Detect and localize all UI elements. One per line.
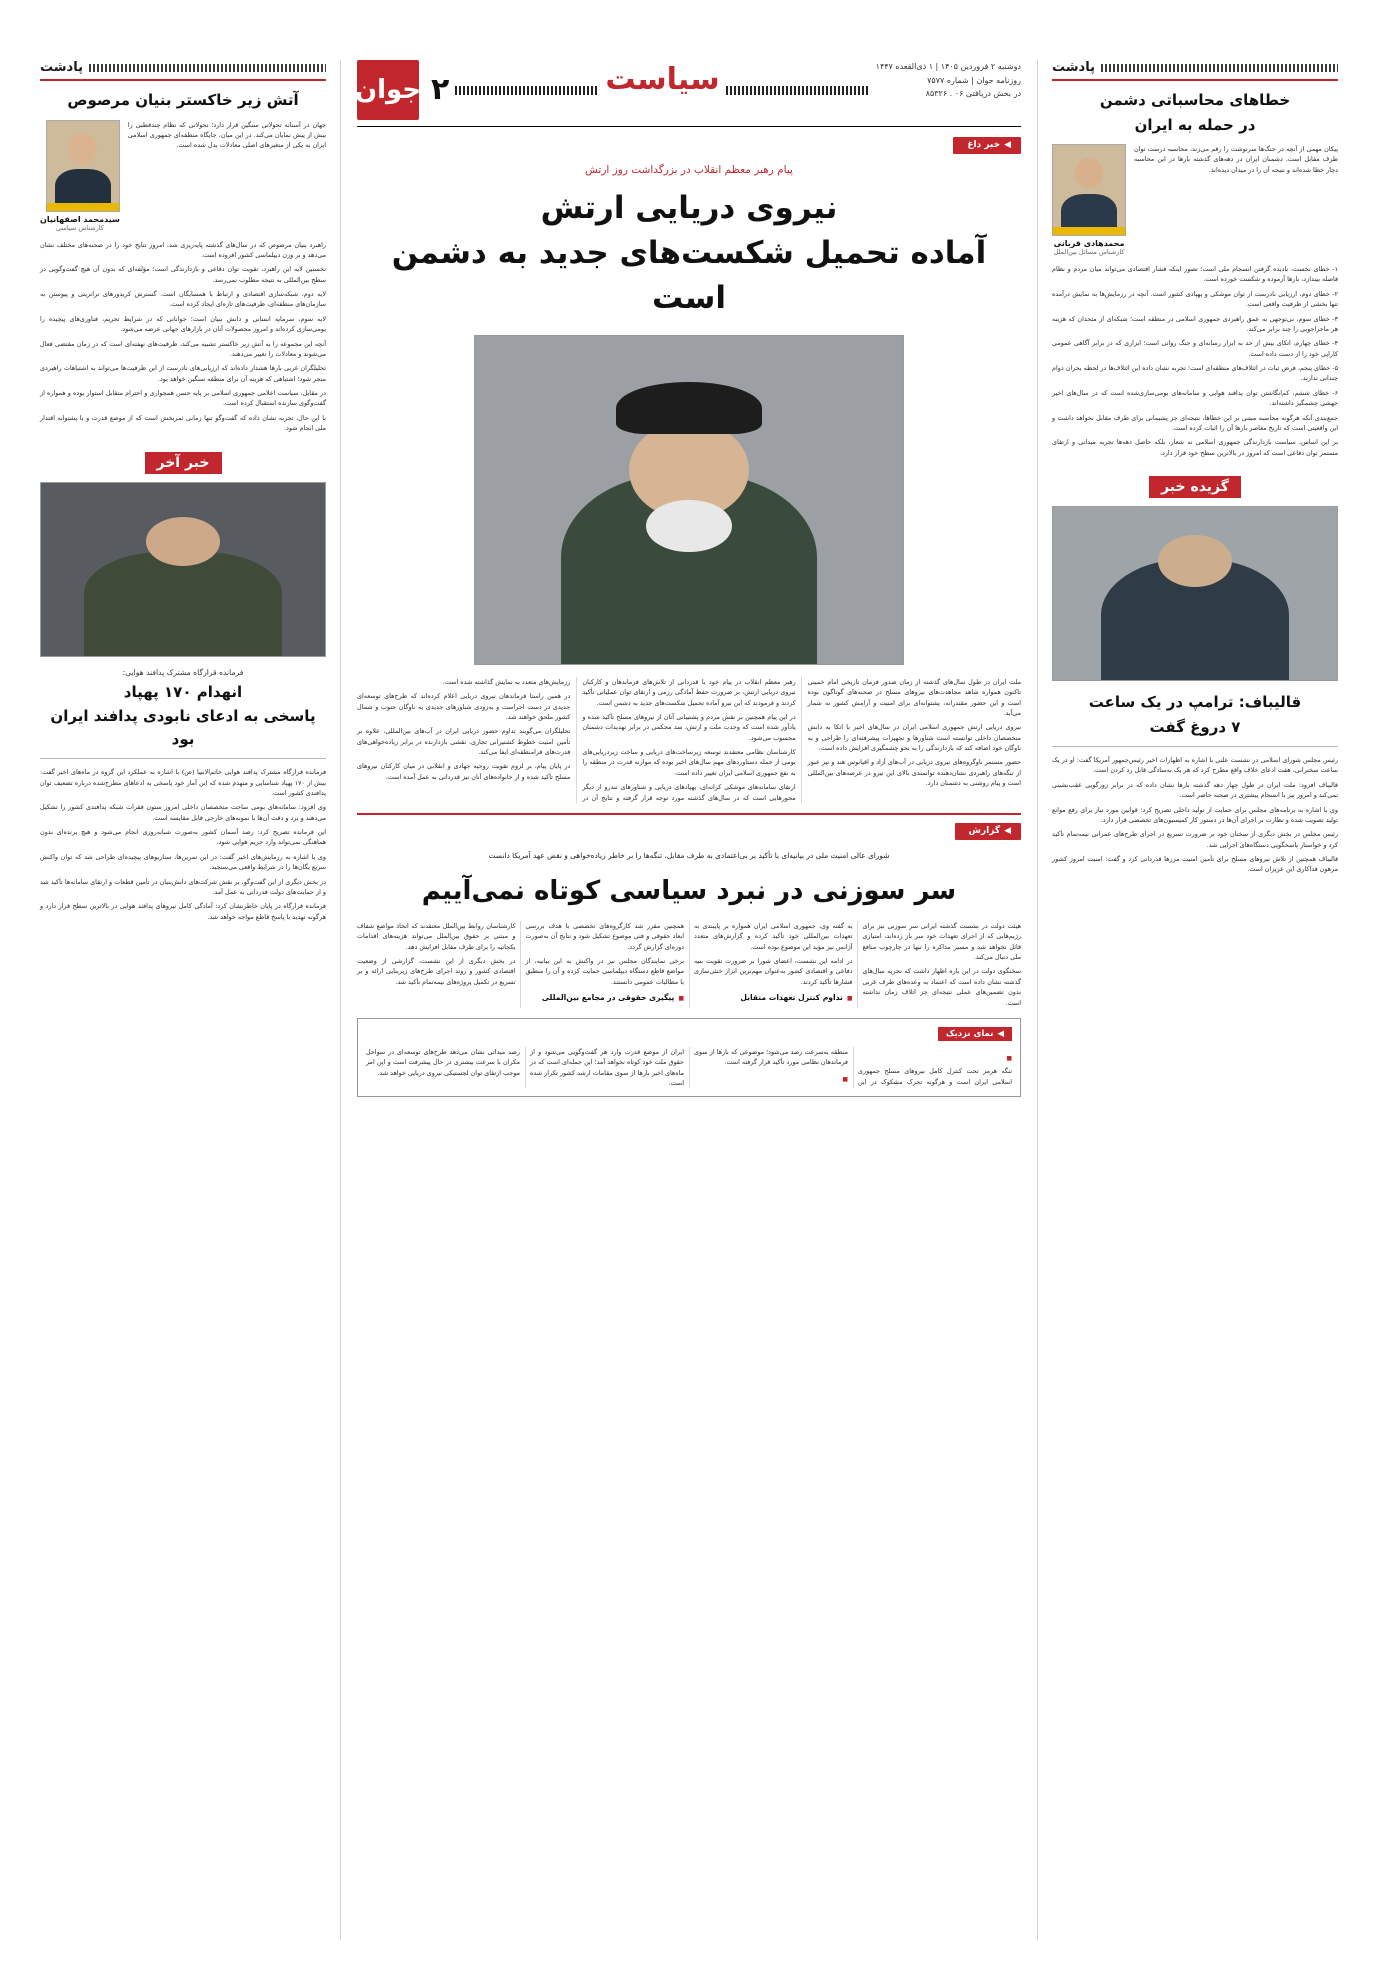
hot-news-flag-wrap	[357, 137, 1021, 154]
report-label: گزارش	[968, 825, 1001, 836]
right-article1-para-3: ۳- خطای سوم، بی‌توجهی به عمق راهبردی جمهوری اسلامی در منطقه است؛ شبکه‌ای از متحدان که هزینه هر ماجراجویی را چند برابر می‌کند.	[1052, 314, 1338, 333]
right-article1-para-5: ۵- خطای پنجم، فرض ثبات در ائتلاف‌های منطقه‌ای است؛ تجربه نشان داده این ائتلاف‌ها در لحظه بحران دوام چندانی ندارند.	[1052, 364, 1338, 383]
right-article2-para-4: قالیباف همچنین از تلاش نیروهای مسلح برای تأمین امنیت مرزها قدردانی کرد و گفت: امنیت امروز کشور مرهون فداکاری این عزیزان است.	[1052, 855, 1338, 874]
report-flag	[955, 823, 1021, 840]
masthead-mini-title-left: پادشت	[40, 60, 83, 75]
last-news-para-1: وی افزود: سامانه‌های بومی ساخت متخصصان داخلی امروز ستون فقرات شبکه پدافندی کشور را تشکیل می‌دهند و برد و دقت آن‌ها با نمونه‌های خارجی قابل مقایسه است.	[40, 803, 326, 822]
lead-headline-line2: آماده تحمیل شکست‌های جدید به دشمن است	[391, 234, 987, 316]
right-article2-body	[1052, 755, 1338, 875]
lead-para-2: حضور مستمر ناوگروه‌های نیروی دریایی در آب‌های آزاد و اقیانوس هند و نیز عبور از تنگه‌های راهبردی نشان‌دهنده توانمندی بالای این نیرو در عرصه‌های بین‌المللی است و پیام روشنی به دشمنان دارد.	[807, 758, 1021, 788]
author-name-right: محمدهادی قربانی	[1053, 239, 1125, 248]
close-view-label: نمای نزدیک	[945, 1028, 994, 1039]
right-article1-title-line1: خطاهای محاسباتی دشمن	[1099, 91, 1291, 109]
last-news-headline-line1: انهدام ۱۷۰ پهپاد	[123, 682, 243, 701]
last-news-para-3: وی با اشاره به رزمایش‌های اخیر گفت: در این تمرین‌ها، سناریوهای پیچیده‌ای طراحی شد که توان واکنش سریع یگان‌ها را در شرایط واقعی می‌سنجید.	[40, 852, 326, 872]
right-article1-para-4: ۴- خطای چهارم، اتکای بیش از حد به ابزار رسانه‌ای و جنگ روانی است؛ ابزاری که در برابر آگاهی عمومی کارایی خود را از دست داده است.	[1052, 339, 1338, 358]
lead-para-6: ارتقای سامانه‌های موشکی کرانه‌ای، پهپادهای دریایی و شناورهای تندرو از دیگر محورهایی است که در سال‌های گذشته مورد توجه قرار گرفته و نتایج آن در رزمایش‌های متعدد به نمایش گذاشته شده است.	[442, 677, 796, 802]
masthead-date: دوشنبه ۲ فروردین ۱۴۰۵ | ۱ ذی‌القعده ۱۴۴۷	[875, 62, 1021, 71]
right-article2-para-1: قالیباف افزود: ملت ایران در طول چهار دهه گذشته بارها نشان داده که در برابر زورگویی عقب‌نشینی نمی‌کند و امروز نیز با انسجام بیشتری در صحنه حاضر است.	[1052, 780, 1338, 800]
author-role-left: کارشناس سیاسی	[56, 223, 104, 232]
close-view-body	[366, 1047, 1012, 1089]
right-article1-para-2: ۲- خطای دوم، ارزیابی نادرست از توان موشکی و پهپادی کشور است. آنچه در رزمایش‌ها به نمایش درآمده تنها بخشی از ظرفیت واقعی است.	[1052, 289, 1338, 309]
flag-arrow-icon-closeview: ◀	[997, 1028, 1004, 1039]
left-article1-para-4: لایه سوم، سرمایه انسانی و دانش بنیان است؛ جوانانی که در شرایط تحریم، فناوری‌های پیچیده را بومی‌سازی کرده‌اند و امروز محصولات آنان در بازارهای جهانی عرضه می‌شود.	[40, 314, 326, 334]
masthead-mini-title-right: پادشت	[1052, 60, 1095, 75]
center-divider	[357, 813, 1021, 815]
report-lead: شورای عالی امنیت ملی در بیانیه‌ای با تأکید بر بی‌اعتمادی به طرف مقابل، تنگه‌ها را بر خاطر زیاده‌خواهی و نقض عهد آمریکا دانست	[488, 850, 890, 860]
left-article1-para-3: لایه دوم، شبکه‌سازی اقتصادی و ارتباط با همسایگان است. گسترش کریدورهای ترانزیتی و پیوستن به سازمان‌های منطقه‌ای، ظرفیت‌های تازه‌ای ایجاد کرده است.	[40, 290, 326, 309]
last-news-heading: خبر آخر	[145, 452, 222, 474]
right-article1-para-1: ۱- خطای نخست، نادیده گرفتن انسجام ملی است؛ تصور اینکه فشار اقتصادی می‌تواند میان مردم و نظام فاصله بیندازد، بارها آزموده و شکست خورده است.	[1052, 265, 1338, 284]
left-article1-para-6: تحلیلگران غربی بارها هشدار داده‌اند که ارزیابی‌های نادرست از این ظرفیت‌ها می‌تواند به اشتباهات راهبردی منجر شود؛ اشتباهی که هزینه آن برای منطقه سنگین خواهد بود.	[40, 364, 326, 383]
masthead-rule-left	[726, 86, 870, 95]
report-para-5: برخی نمایندگان مجلس نیز در واکنش به این بیانیه، از مواضع قاطع دستگاه دیپلماسی حمایت کرده و آن را منطبق با مطالبات عمومی دانستند.	[525, 957, 684, 986]
left-article1-para-1: راهبرد بنیان مرصوص که در سال‌های گذشته پایه‌ریزی شد، امروز نتایج خود را در صحنه‌های مختلف نشان می‌دهد و بر وزن دیپلماسی کشور افزوده است.	[40, 240, 326, 259]
masthead-subscription: در بخش دریافتی ۰۶ . ۸۵۳۲۶	[925, 89, 1021, 99]
right-article1-para-0: پیکان مهمی از آنچه در جنگ‌ها سرنوشت را رقم می‌زند، محاسبه درست توان طرف مقابل است. دشمنان ایران در دهه‌های گذشته بارها در این محاسبه دچار خطا شده‌اند و نتیجه آن را در میدان دیده‌اند.	[1134, 145, 1338, 174]
lead-para-5: کارشناسان نظامی معتقدند توسعه زیرساخت‌های دریایی و ساخت زیردریایی‌های بومی از جمله دستاوردهای مهم سال‌های اخیر بوده که موازنه قدرت در منطقه را به نفع جمهوری اسلامی ایران تغییر داده است.	[582, 748, 796, 777]
masthead-bars-left	[89, 64, 326, 72]
right-column	[1038, 60, 1338, 1940]
left-article1-body	[40, 240, 326, 434]
hot-news-label: خبر داغ	[967, 140, 1001, 150]
right-article2-title-line2: ۷ دروغ گفت	[1149, 717, 1241, 736]
author-role-right: کارشناس مسائل بین‌الملل	[1053, 248, 1125, 256]
last-news-para-4: در بخش دیگری از این گفت‌وگو، بر نقش شرکت‌های دانش‌بنیان در تأمین قطعات و ارتقای سامانه‌ها تأکید شد و از حمایت‌های دولت قدردانی به عمل آمد.	[40, 877, 326, 896]
lead-para-7: در همین راستا فرماندهان نیروی دریایی اعلام کرده‌اند که طرح‌های توسعه‌ای جدیدی در دست اجراست و به‌زودی شناورهای جدیدی به ناوگان جنوب و شمال کشور ملحق خواهند شد.	[357, 692, 571, 721]
hot-news-flag	[953, 137, 1021, 154]
right-article1-author-card	[1052, 144, 1338, 256]
report-para-0: هیئت دولت در نشست گذشته ایرانی سر سوزنی نیز برای رژیم‌هایی که از اجرای تعهدات خود سر باز زده‌اند، امتیازی قائل نخواهد شد و مسیر مذاکره را تنها در چارچوب منافع ملی دنبال می‌کند.	[862, 921, 1021, 962]
close-view-box	[357, 1018, 1021, 1098]
last-news-para-5: فرمانده قرارگاه در پایان خاطرنشان کرد: آمادگی کامل نیروهای پدافند هوایی در بالاترین سطح قرار دارد و هرگونه تهدید با پاسخ قاطع مواجه خواهد شد.	[40, 902, 326, 921]
last-news-photo-caption: فرمانده قرارگاه مشترک پدافند هوایی:	[122, 667, 244, 677]
lead-para-4: در این پیام همچنین بر نقش مردم و پشتیبانی آنان از نیروهای مسلح تأکید شده و یادآور شده است که وحدت ملت و ارتش، سد محکمی در برابر تهدیدات دشمنان محسوب می‌شود.	[582, 712, 796, 742]
right-article1-para-8: بر این اساس، سیاست بازدارندگی جمهوری اسلامی نه شعار، بلکه حاصل دهه‌ها تجربه میدانی و ارتقای مستمر توان دفاعی است که امروز در بالاترین سطح خود قرار دارد.	[1052, 438, 1338, 457]
lead-para-3: رهبر معظم انقلاب در پیام خود با قدردانی از تلاش‌های فرماندهان و کارکنان نیروی دریایی ارتش، بر ضرورت حفظ آمادگی رزمی و ارتقای توان عملیاتی تأکید کردند و فرمودند که این نیرو آماده تحمیل شکست‌های جدید به دشمن است.	[582, 677, 796, 707]
report-headline: سر سوزنی در نبرد سیاسی کوتاه نمی‌آییم	[421, 875, 957, 906]
lead-para-0: ملت ایران در طول سال‌های گذشته از زمان صدور فرمان تاریخی امام خمینی تاکنون همواره شاهد مجاهدت‌های نیروهای مسلح در صحنه‌های گوناگون بوده است و این حضور مقتدرانه، پشتوانه‌ای برای امنیت و آرامش کشور به شمار می‌آید.	[807, 677, 1021, 717]
lead-headline	[357, 186, 1021, 321]
last-news-photo	[40, 482, 326, 657]
right-article2-para-3: رئیس مجلس در بخش دیگری از سخنان خود بر ضرورت تسریع در اجرای طرح‌های عمرانی نیمه‌تمام تأکید کرد و خواستار پاسخگویی دستگاه‌های اجرایی شد.	[1052, 830, 1338, 849]
paper-logo: جوان	[357, 60, 419, 120]
report-body	[357, 921, 1021, 1008]
left-article1-author-card	[40, 120, 326, 232]
last-news-headline-line2: پاسخی به ادعای نابودی پدافند ایران بود	[50, 707, 316, 748]
left-article1-title: آتش زیر خاکستر بنیان مرصوص	[67, 91, 299, 109]
report-para-2: به گفته وی، جمهوری اسلامی ایران همواره بر پایبندی به تعهدات بین‌المللی خود تأکید کرده و گزارش‌های متعدد آژانس نیز مؤید این موضوع بوده است.	[694, 921, 853, 951]
lead-headline-line1: نیروی دریایی ارتش	[540, 190, 838, 226]
page-number: ۲	[430, 72, 450, 107]
center-column	[340, 60, 1038, 1940]
left-article1-para-7: در مقابل، سیاست اعلامی جمهوری اسلامی بر پایه حسن همجواری و احترام متقابل استوار بوده و همواره از گفت‌وگوی سازنده استقبال کرده است.	[40, 389, 326, 408]
lead-kicker: پیام رهبر معظم انقلاب در بزرگداشت روز ارتش	[585, 164, 793, 176]
last-news-para-0: فرمانده قرارگاه مشترک پدافند هوایی خاتم‌الانبیا (ص) با اشاره به عملکرد این گروه در ماه‌های اخیر گفت: بیش از ۱۷۰ پهپاد شناسایی و منهدم شده که این آمار خود پاسخی به ادعاهای مطرح‌شده درباره تضعیف توان پدافندی کشور است.	[40, 768, 326, 797]
report-flag-wrap	[357, 823, 1021, 840]
close-view-item-0: تنگه هرمز تحت کنترل کامل نیروهای مسلح جمهوری اسلامی ایران است و هرگونه تحرک مشکوک در این منطقه به‌سرعت رصد می‌شود؛ موضوعی که بارها از سوی فرماندهان نظامی مورد تأکید قرار گرفته است.	[694, 1047, 1012, 1086]
right-article2-para-0: رئیس مجلس شورای اسلامی در نشست علنی با اشاره به اظهارات اخیر رئیس‌جمهور آمریکا گفت: او در یک ساعت سخنرانی، هفت ادعای خلاف واقع مطرح کرد که هر یک به‌سادگی قابل رد کردن است.	[1052, 756, 1338, 775]
left-column	[40, 60, 340, 1940]
report-bullet-1: ■ پیگیری حقوقی در مجامع بین‌المللی	[526, 992, 685, 1004]
report-para-6: کارشناسان روابط بین‌الملل معتقدند که اتخاذ مواضع شفاف و مبتنی بر حقوق بین‌الملل می‌تواند هزینه‌های اقدامات یکجانبه را برای طرف مقابل افزایش دهد.	[357, 921, 516, 951]
left-article1-para-2: نخستین لایه این راهبرد، تقویت توان دفاعی و بازدارندگی است؛ مؤلفه‌ای که بدون آن هیچ گفت‌وگویی در سطح بین‌المللی به نتیجه مطلوب نمی‌رسد.	[40, 265, 326, 284]
lead-para-8: تحلیلگران می‌گویند تداوم حضور دریایی ایران در آب‌های بین‌المللی، علاوه بر تأمین امنیت خطوط کشتیرانی تجاری، نقشی بازدارنده در برابر زیاده‌خواهی‌های قدرت‌های فرامنطقه‌ای ایفا می‌کند.	[357, 727, 571, 757]
last-news-body	[40, 767, 326, 922]
close-view-item-1: ایران از موضع قدرت وارد هر گفت‌وگویی می‌شود و از حقوق ملت خود کوتاه نخواهد آمد؛ این جمله‌ای است که در ماه‌های اخیر بارها از سوی مقامات ارشد کشور تکرار شده است.	[530, 1047, 684, 1088]
right-article1-body	[1052, 264, 1338, 458]
report-para-3: در ادامه این نشست، اعضای شورا بر ضرورت تقویت بنیه دفاعی و اقتصادی کشور به‌عنوان مهم‌ترین ابزار خنثی‌سازی فشارها تأکید کردند.	[694, 957, 853, 986]
close-view-item-1-head	[694, 1073, 848, 1085]
right-article2-title-line1: قالیباف: ترامپ در یک ساعت	[1088, 693, 1302, 711]
author-photo-left	[46, 120, 120, 212]
flag-arrow-icon: ◀	[1004, 140, 1011, 150]
close-view-item-2: رصد میدانی نشان می‌دهد طرح‌های توسعه‌ای در سواحل مکران با سرعت بیشتری در حال پیشرفت است و این امر موجب ارتقای توان لجستیکی نیروی دریایی خواهد شد.	[366, 1047, 520, 1077]
report-para-7: در بخش دیگری از این نشست، گزارشی از وضعیت اقتصادی کشور و روند اجرای طرح‌های زیربنایی ارائه و بر تسریع در تکمیل پروژه‌های نیمه‌تمام تأکید شد.	[357, 957, 516, 986]
right-column-masthead	[1052, 60, 1338, 81]
right-article2-photo	[1052, 506, 1338, 681]
author-name-left: سیدمحمد اصفهانیان	[40, 214, 120, 224]
lead-para-9: در پایان پیام، بر لزوم تقویت روحیه جهادی و انقلابی در میان کارکنان نیروهای مسلح تأکید شده و از خانواده‌های آنان نیز قدردانی به عمل آمده است.	[357, 762, 571, 781]
report-para-4: همچنین مقرر شد کارگروه‌های تخصصی با هدف بررسی ابعاد حقوقی و فنی موضوع تشکیل شود و نتایج آن به‌صورت دوره‌ای گزارش گردد.	[525, 921, 684, 951]
lead-photo	[474, 335, 904, 665]
briefs-heading: گزیده خبر	[1149, 476, 1241, 498]
report-para-1: سخنگوی دولت در این باره اظهار داشت که تجربه سال‌های گذشته نشان داده است که اعتماد به وعده‌های طرف غربی بدون تضمین‌های عملی نتیجه‌ای جز اتلاف زمان نداشته است.	[862, 967, 1021, 1007]
left-article1-para-5: آنچه این مجموعه را به آتش زیر خاکستر تشبیه می‌کند، ظرفیت‌های نهفته‌ای است که در زمان مقتضی فعال می‌شوند و معادلات را تغییر می‌دهند.	[40, 339, 326, 358]
last-news-para-2: این فرمانده تصریح کرد: رصد آسمان کشور به‌صورت شبانه‌روزی انجام می‌شود و هیچ پرنده‌ای بدون هماهنگی نمی‌تواند وارد حریم هوایی شود.	[40, 828, 326, 847]
page-masthead	[354, 60, 1021, 127]
left-divider	[40, 758, 326, 759]
close-view-flag	[938, 1027, 1012, 1041]
right-article1-para-7: جمع‌بندی آنکه هرگونه محاسبه مبتنی بر این خطاها، نتیجه‌ای جز پشیمانی برای طرف مقابل نخواهد داشت و این واقعیتی است که تاریخ معاصر بارها آن را اثبات کرده است.	[1052, 413, 1338, 432]
author-photo-right	[1052, 144, 1126, 236]
left-column-masthead	[40, 60, 326, 81]
right-divider	[1052, 746, 1338, 747]
left-article1-para-0: جهان در آستانه تحولاتی سنگین قرار دارد؛ تحولاتی که نظام چندقطبی را بیش از پیش نمایان می‌کند. در این میان، جایگاه منطقه‌ای جمهوری اسلامی ایران به یکی از متغیرهای اصلی معادلات بدل شده است.	[127, 120, 326, 150]
right-article2-para-2: وی با اشاره به برنامه‌های مجلس برای حمایت از تولید داخلی تصریح کرد: قوانین مورد نیاز برای رفع موانع تولید تصویب شده و نظارت بر اجرای آن‌ها در دستور کار کمیسیون‌های تخصصی قرار دارد.	[1052, 805, 1338, 824]
masthead-issue: روزنامه جوان | شماره ۷۵۷۷	[927, 75, 1021, 85]
report-bullet-0: ■ تداوم کنترل تعهدات متقابل	[694, 992, 853, 1004]
lead-para-1: نیروی دریایی ارتش جمهوری اسلامی ایران در سال‌های اخیر با اتکا به دانش متخصصان داخلی توانسته است شناورها و تجهیزات پیشرفته‌ای را طراحی و به ناوگان خود اضافه کند که بازدارندگی را به نحو چشمگیری افزایش داده است.	[807, 723, 1021, 753]
left-article1-para-8: با این حال، تجربه نشان داده که گفت‌وگو تنها زمانی ثمربخش است که از موضع قدرت و با پشتوانه اقتدار ملی انجام شود.	[40, 413, 326, 433]
masthead-rule-right	[455, 86, 599, 95]
masthead-meta	[876, 60, 1021, 101]
masthead-bars-right	[1101, 64, 1338, 72]
close-view-item-0-head	[858, 1052, 1012, 1064]
flag-arrow-icon-report: ◀	[1004, 825, 1011, 836]
section-title: سیاست	[605, 62, 720, 97]
lead-body	[357, 677, 1021, 803]
right-article1-para-6: ۶- خطای ششم، کم‌انگاشتن توان پدافند هوایی و سامانه‌های بومی‌سازی‌شده است که در سال‌های اخیر جهشی چشمگیر داشته‌اند.	[1052, 388, 1338, 408]
right-article1-title-line2: در حمله به ایران	[1134, 115, 1256, 134]
